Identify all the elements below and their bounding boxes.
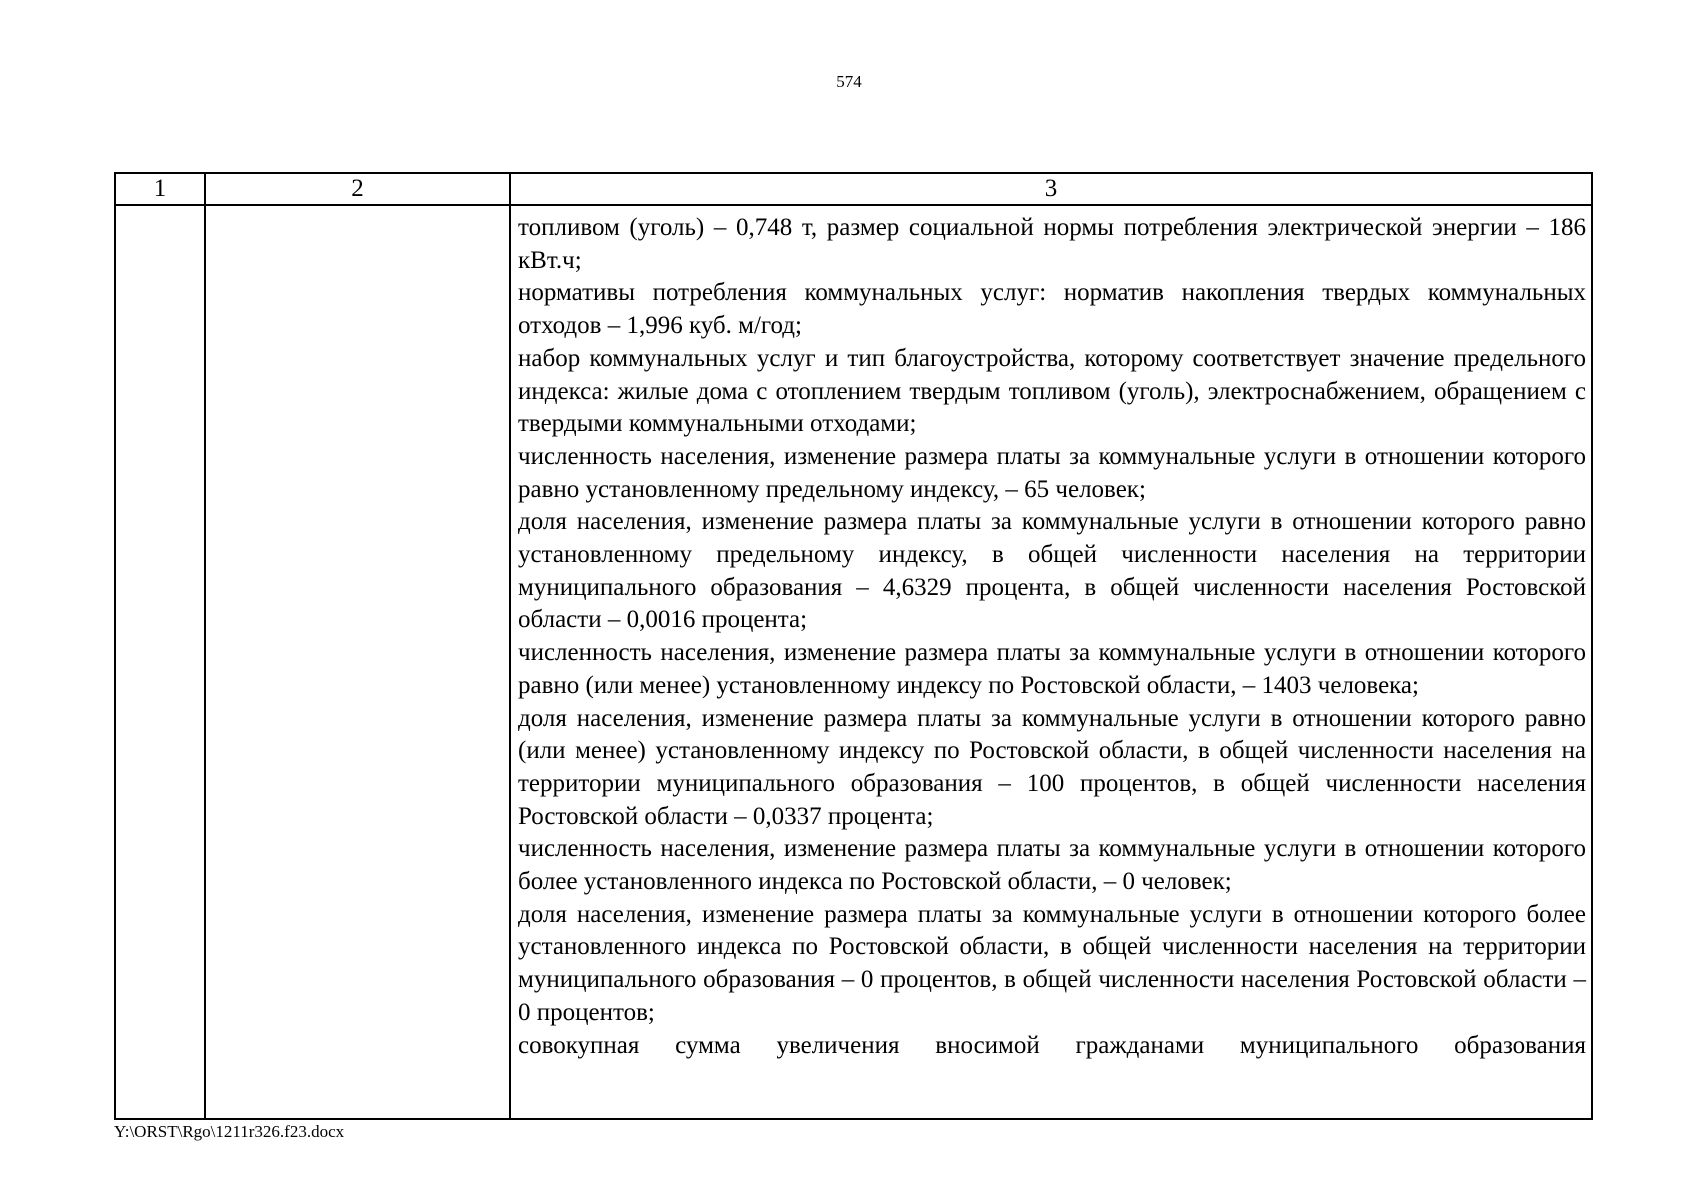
column-header-2: 2 — [204, 174, 509, 206]
column-2-cell — [204, 206, 509, 1118]
paragraph-share-above-index: доля населения, изменение размера платы за коммунальные услуги в отношении которого более установленного индекса по Ростовской области, в общей численности населения на территории муниципального образования – 0 процентов, в общей численности населения Ростовской области – 0 процентов; — [518, 900, 1586, 1026]
paragraph-population-above-index: численность населения, изменение размера платы за коммунальные услуги в отношении которого более установленного индекса по Ростовской области, – 0 человек; — [518, 835, 1586, 896]
paragraph-utility-set: набор коммунальных услуг и тип благоустройства, которому соответствует значение предельного индекса: жилые дома с отоплением твердым топливом (уголь), электроснабжением, обращением с твердыми коммунальными отходами; — [518, 344, 1586, 438]
column-3-text — [511, 206, 1591, 1062]
paragraph-share-equal-or-less: доля населения, изменение размера платы за коммунальные услуги в отношении которого равно (или менее) установленному индексу по Ростовской области, в общей численности населения на территории муниципального образования – 100 процентов, в общей численности населения Ростовской области – 0,0337 процента; — [518, 704, 1586, 830]
paragraph-fuel-energy-norm: топливом (уголь) – 0,748 т, размер социальной нормы потребления электрической энергии – 186 кВт.ч; — [518, 214, 1586, 274]
document-table — [114, 172, 1593, 1120]
paragraph-population-equal-or-less: численность населения, изменение размера платы за коммунальные услуги в отношении которого равно (или менее) установленному индексу по Ростовской области, – 1403 человека; — [518, 639, 1586, 699]
column-1-cell — [116, 206, 204, 1118]
paragraph-population-equal-limit: численность населения, изменение размера платы за коммунальные услуги в отношении которого равно установленному предельному индексу, – 65 человек; — [518, 442, 1586, 503]
paragraph-consumption-norms: нормативы потребления коммунальных услуг: норматив накопления твердых коммунальных отходов – 1,996 куб. м/год; — [518, 279, 1586, 340]
column-header-3: 3 — [509, 174, 1591, 206]
paragraph-share-equal-limit: доля населения, изменение размера платы за коммунальные услуги в отношении которого равно установленному предельному индексу, в общей численности населения на территории муниципального образования – 4,6329 процента, в общей численности населения Ростовской области – 0,0016 процента; — [518, 508, 1586, 634]
column-header-1: 1 — [116, 174, 204, 206]
page-number: 574 — [836, 72, 862, 91]
footer-file-path: Y:\ORST\Rgo\1211r326.f23.docx — [114, 1122, 345, 1141]
paragraph-total-increase: совокупная сумма увеличения вносимой гражданами муниципального образования — [518, 1031, 1586, 1059]
column-3-cell — [509, 206, 1591, 1118]
